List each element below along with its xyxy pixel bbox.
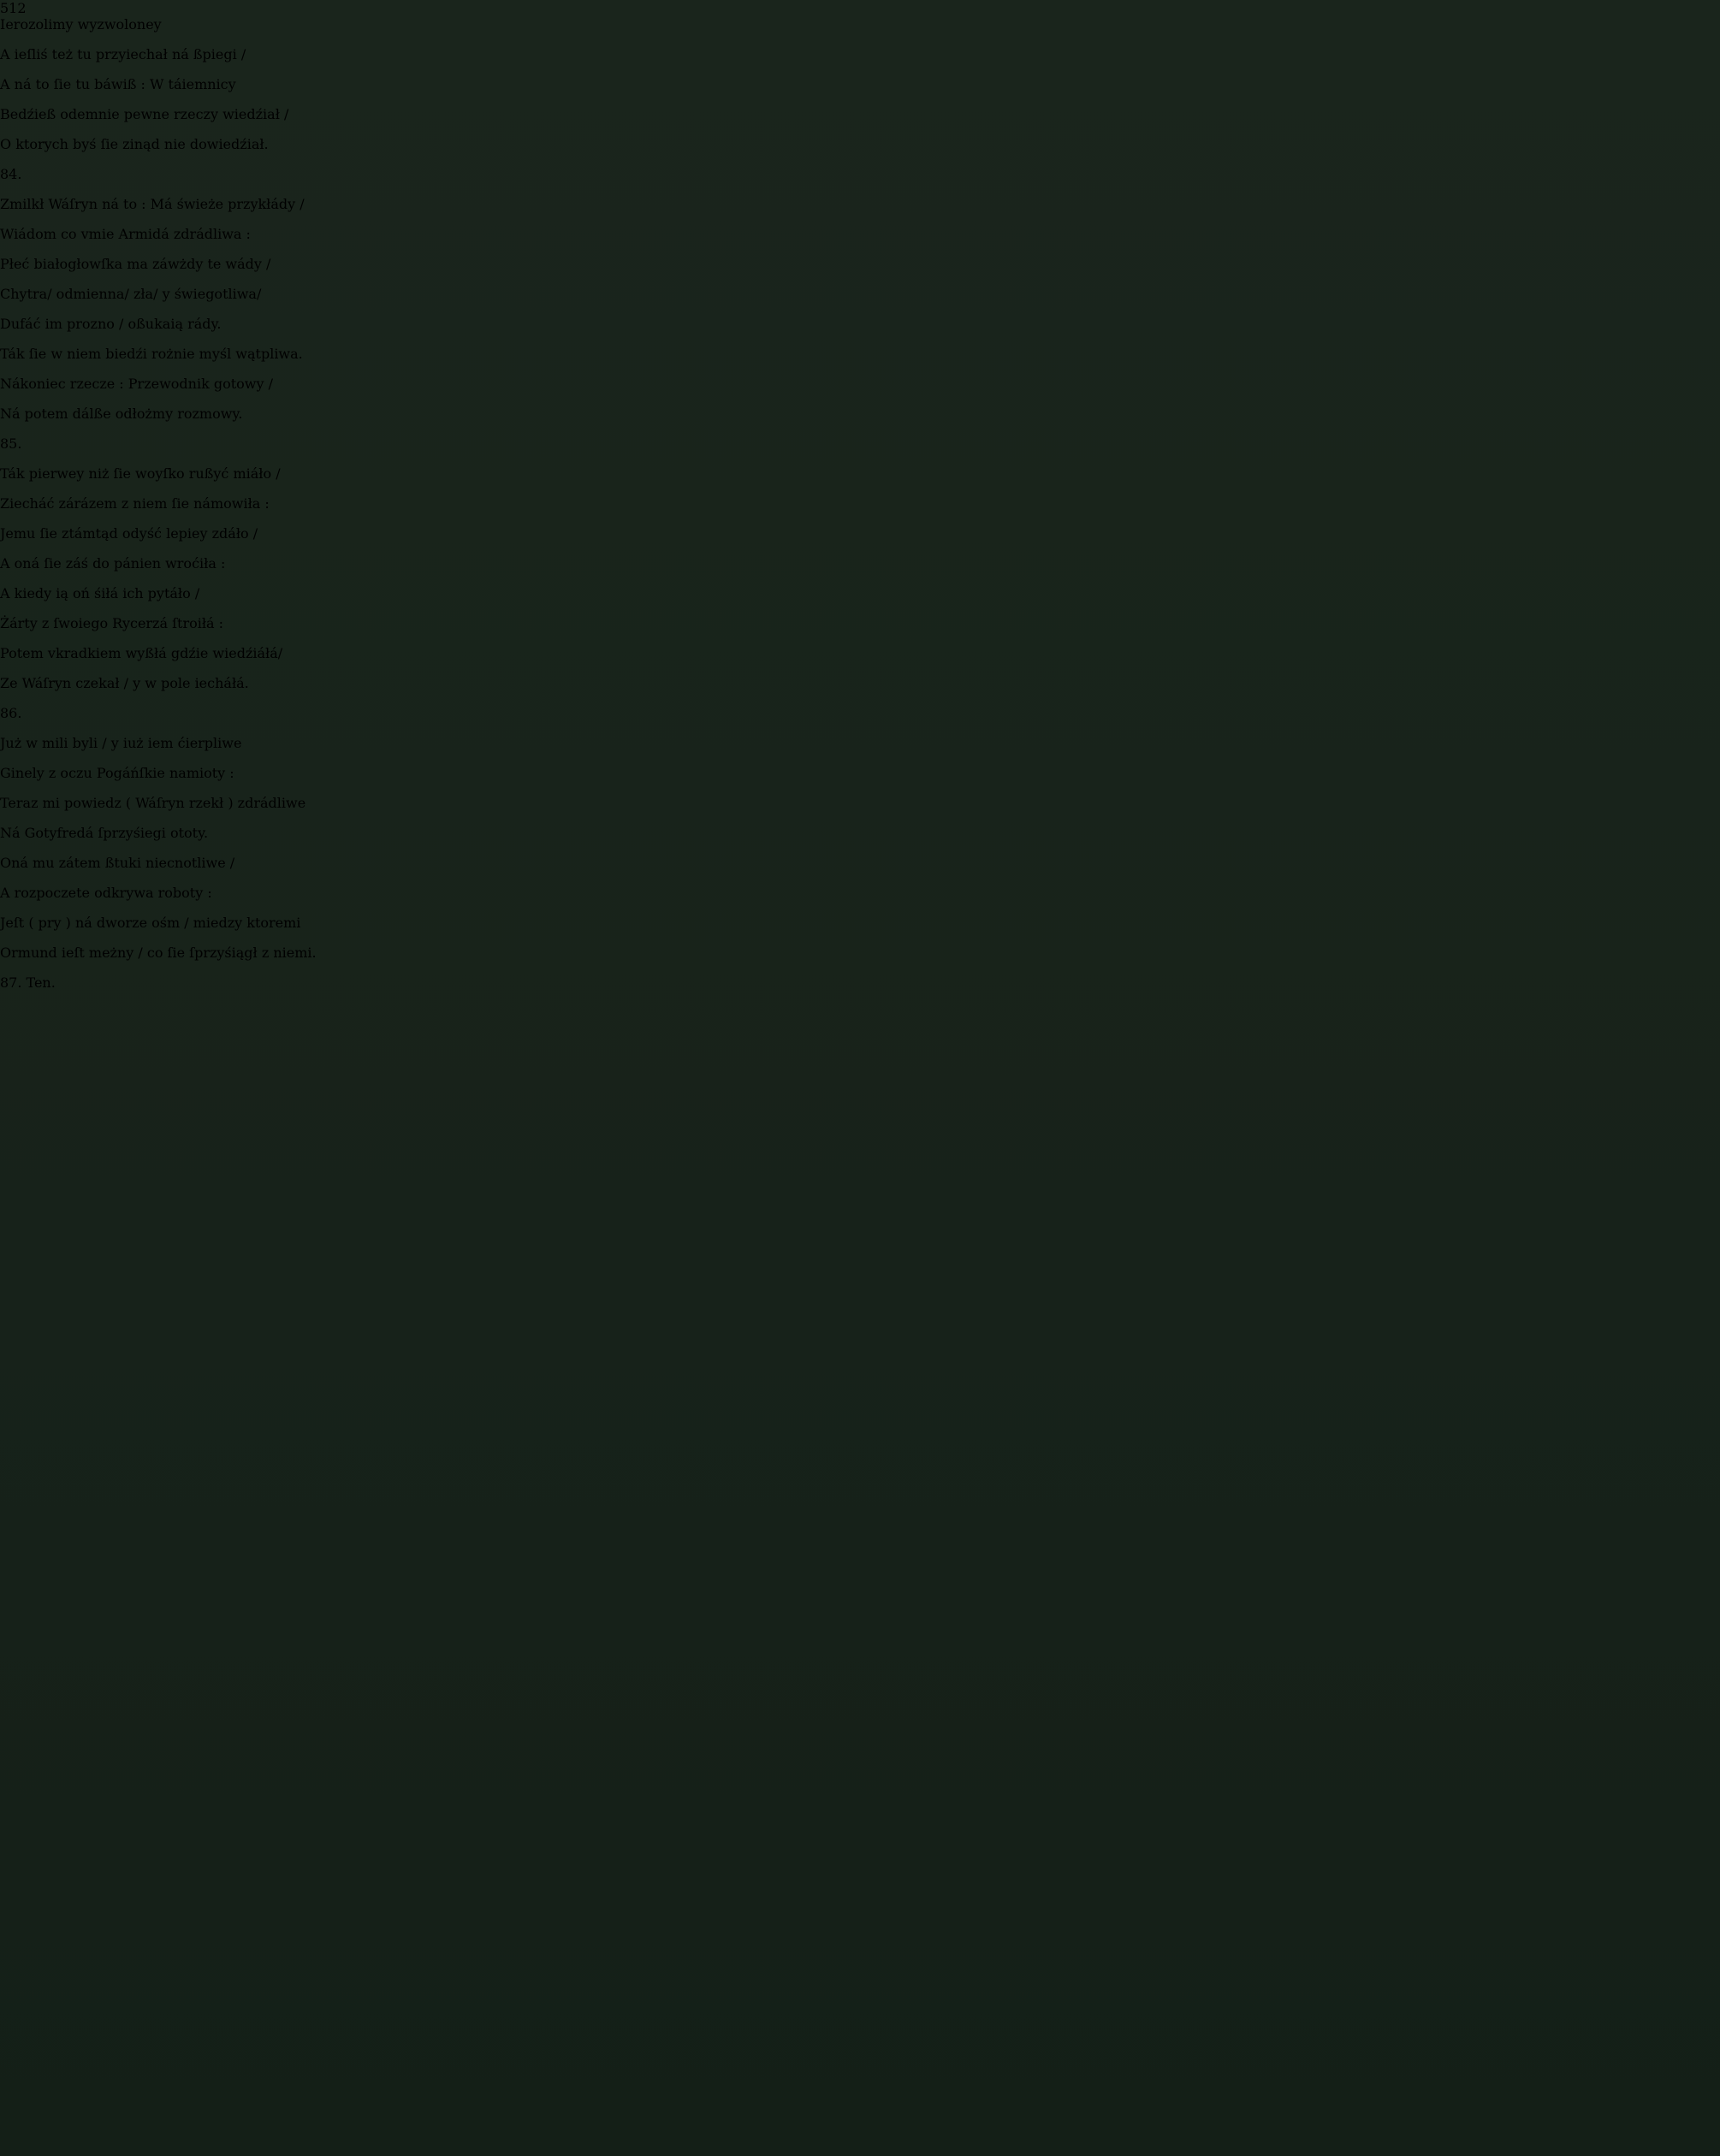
book-top-edge [92, 0, 1547, 132]
verse-line: Jeſt ( pry ) ná dworze ośm / miedzy ktoremi [0, 915, 301, 931]
verse-line: A kiedy ią oń śiłá ich pytáło / [0, 585, 200, 601]
verse-line: Dufáć im prozno / oßukaią rády. [0, 316, 222, 332]
verse-column [0, 46, 1720, 961]
verse-line: A oná ſie záś do pánien wroćiła : [0, 555, 226, 572]
verse-line: Ták ſie w niem biedźi rożnie myśl wątpliwa. [0, 346, 303, 362]
stanza-number-86: 86. [0, 705, 22, 721]
verse-line: Ná potem dálße odłożmy rozmowy. [0, 406, 243, 422]
verse-line: Bedźieß odemnie pewne rzeczy wiedźiał / [0, 106, 289, 122]
verse-line: Nákoniec rzecze : Przewodnik gotowy / [0, 376, 274, 392]
stanza-number-84: 84. [0, 166, 22, 182]
verse-line: Ze Wáſryn czekał / y w pole iecháłá. [0, 675, 249, 691]
verse-line: Żárty z ſwoiego Rycerzá ſtroiłá : [0, 615, 224, 631]
verse-line: Wiádom co vmie Armidá zdrádliwa : [0, 226, 251, 242]
verse-line: A ieſliś też tu przyiechał ná ßpiegi / [0, 46, 246, 62]
verse-line: Zmilkł Wáſryn ná to : Má świeże przykłády / [0, 196, 305, 212]
printed-area [0, 0, 1720, 991]
verse-line: Płeć białogłowſka ma záwżdy te wády / [0, 256, 271, 272]
verse-line: A ná to ſie tu báwiß : W táiemnicy [0, 76, 236, 92]
verse-line: Potem vkradkiem wyßłá gdźie wiedźiáłá/ [0, 645, 283, 661]
verse-line: Ták pierwey niż ſie woyſko rußyć miáło / [0, 465, 281, 482]
verse-line: Ná Gotyfredá ſprzyśiegi ototy. [0, 825, 209, 841]
verse-line: Chytra/ odmienna/ zła/ y świegotliwa/ [0, 286, 262, 302]
verse-line: Ziecháć zárázem z niem ſie námowiła : [0, 495, 270, 512]
verse-line: Już w mili byli / y iuż iem ćierpliwe [0, 735, 242, 751]
verse-line: Oná mu zátem ßtuki niecnotliwe / [0, 855, 235, 871]
page-number: 512 [0, 0, 27, 16]
verse-line: Ginely z oczu Pogáńſkie namioty : [0, 765, 234, 781]
verse-line: O ktorych byś ſie zinąd nie dowiedźiał. [0, 136, 269, 152]
verse-line: Ormund ieſt meżny / co ſie ſprzyśiągł z niemi. [0, 945, 317, 961]
verse-line: Jemu ſie ztámtąd odyść lepiey zdáło / [0, 525, 258, 542]
catchword: 87. Ten. [0, 974, 56, 991]
verse-line: Teraz mi powiedz ( Wáſryn rzekł ) zdrádliwe [0, 795, 306, 811]
stanza-number-85: 85. [0, 435, 22, 452]
running-header: Ierozolimy wyzwoloney [0, 16, 162, 33]
verse-line: A rozpoczete odkrywa roboty : [0, 885, 212, 901]
